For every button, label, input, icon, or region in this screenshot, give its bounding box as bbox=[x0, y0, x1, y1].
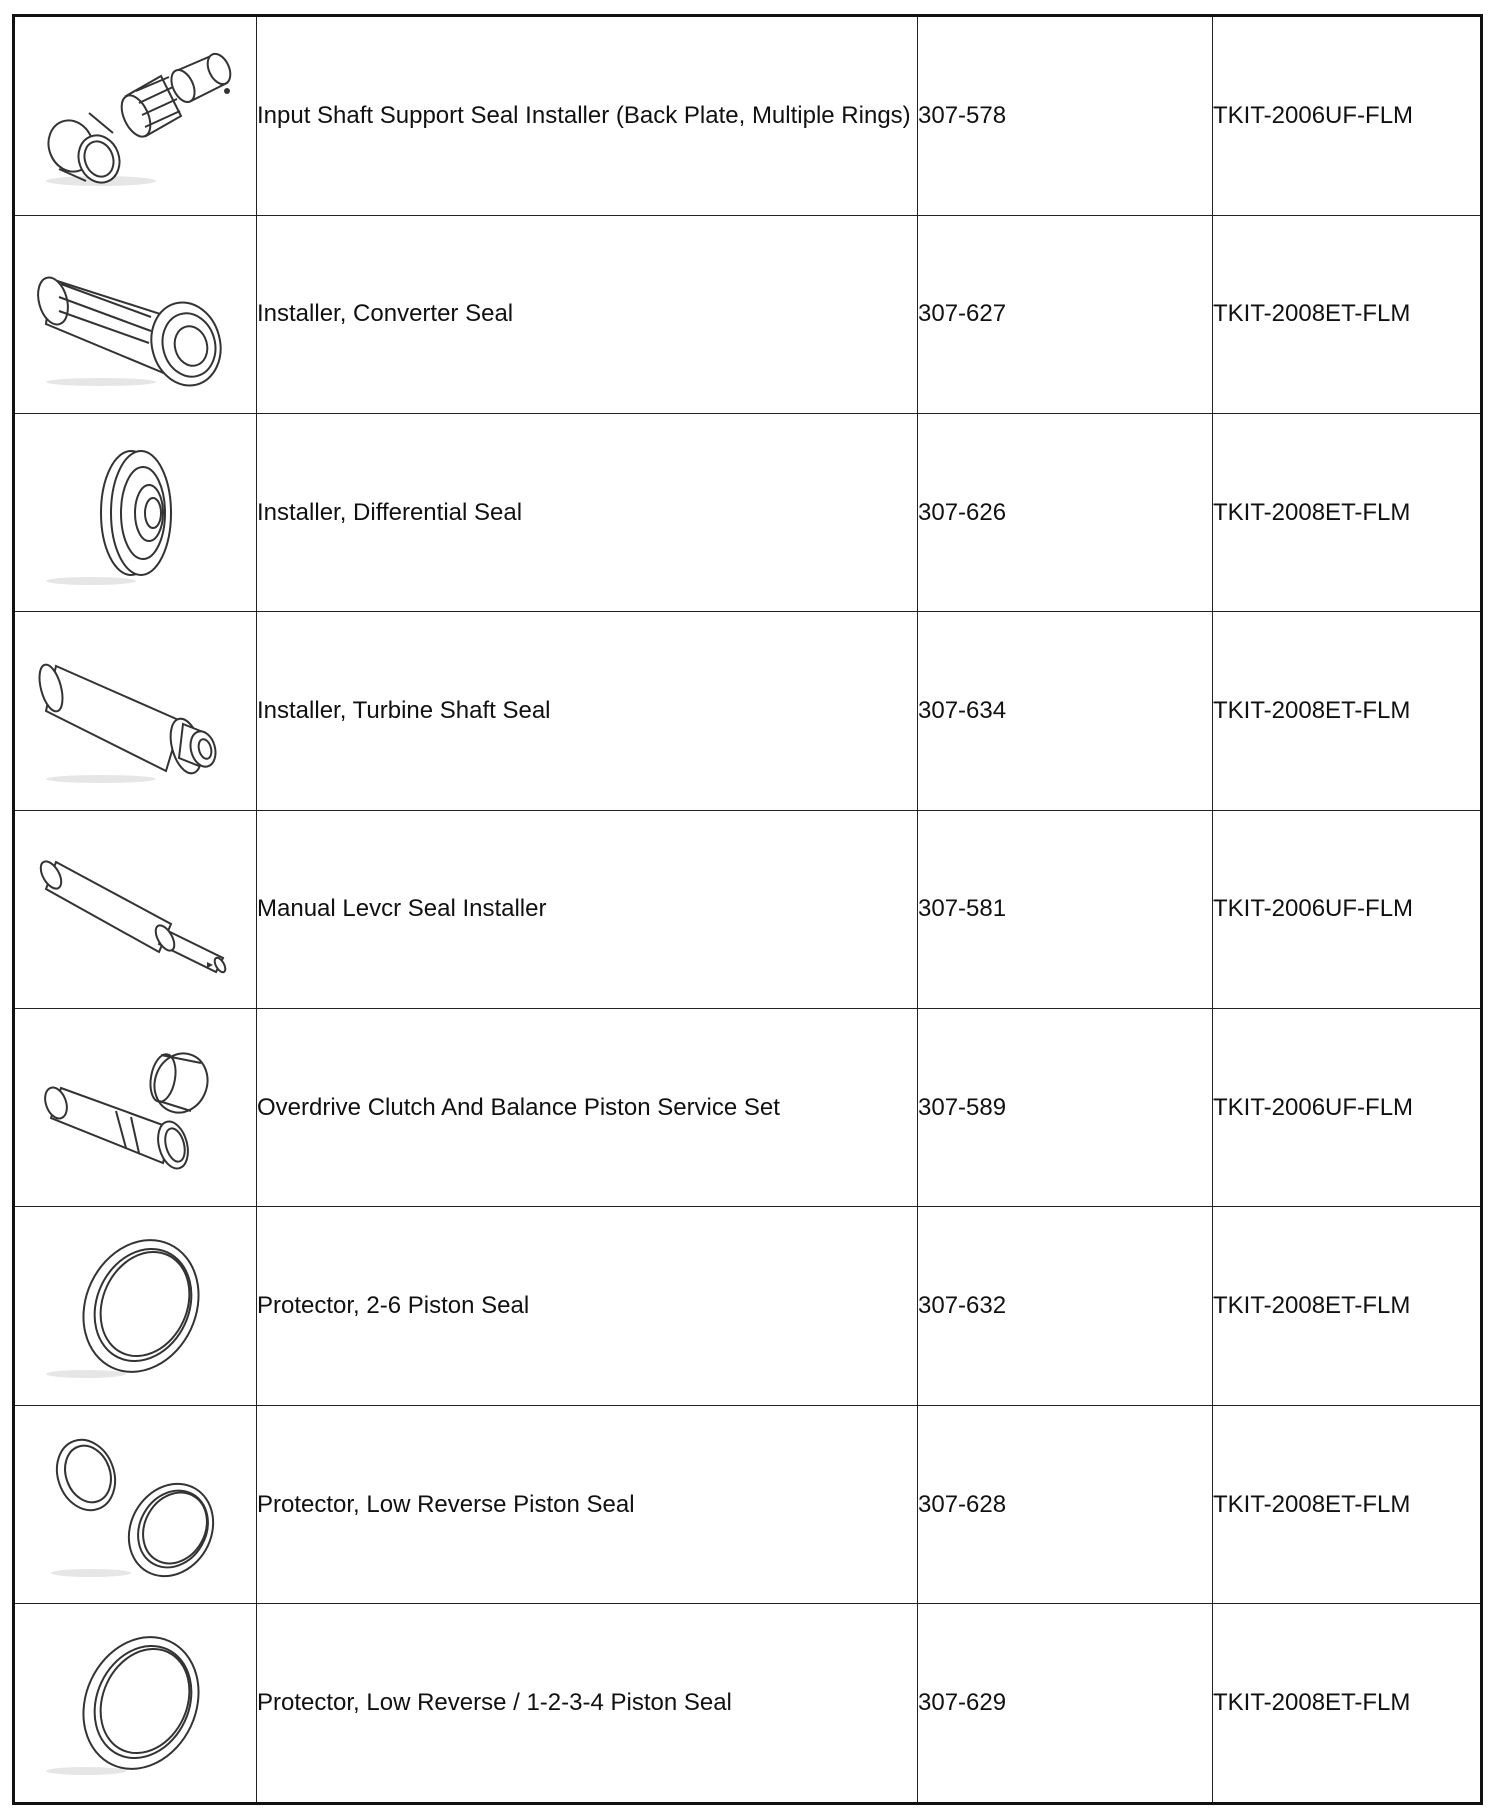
tool-image-cell bbox=[14, 1009, 257, 1207]
table-row bbox=[14, 215, 1482, 413]
table-row bbox=[14, 612, 1482, 810]
tool-description: Protector, Low Reverse Piston Seal bbox=[257, 1405, 918, 1603]
tool-description: Protector, 2-6 Piston Seal bbox=[257, 1207, 918, 1405]
double-ring-protector-icon bbox=[31, 1430, 241, 1580]
manual-lever-seal-installer-icon bbox=[31, 834, 241, 984]
tool-image-cell bbox=[14, 215, 257, 413]
tool-kit: TKIT-2008ET-FLM bbox=[1213, 1405, 1482, 1603]
tool-number: 307-628 bbox=[918, 1405, 1213, 1603]
table-row bbox=[14, 1405, 1482, 1603]
tool-description: Installer, Turbine Shaft Seal bbox=[257, 612, 918, 810]
converter-seal-installer-icon bbox=[31, 239, 241, 389]
tool-number: 307-581 bbox=[918, 810, 1213, 1008]
tool-number: 307-632 bbox=[918, 1207, 1213, 1405]
tool-description: Overdrive Clutch And Balance Piston Service Set bbox=[257, 1009, 918, 1207]
tool-kit: TKIT-2006UF-FLM bbox=[1213, 16, 1482, 216]
tool-kit: TKIT-2008ET-FLM bbox=[1213, 612, 1482, 810]
table-row bbox=[14, 16, 1482, 216]
tool-number: 307-578 bbox=[918, 16, 1213, 216]
tool-image-cell bbox=[14, 1405, 257, 1603]
tool-description: Installer, Differential Seal bbox=[257, 414, 918, 612]
tool-number: 307-626 bbox=[918, 414, 1213, 612]
table-row bbox=[14, 1207, 1482, 1405]
tool-kit: TKIT-2008ET-FLM bbox=[1213, 1604, 1482, 1804]
tool-image-cell bbox=[14, 810, 257, 1008]
table-row bbox=[14, 1009, 1482, 1207]
tool-number: 307-627 bbox=[918, 215, 1213, 413]
tool-image-cell bbox=[14, 414, 257, 612]
tool-kit: TKIT-2006UF-FLM bbox=[1213, 1009, 1482, 1207]
tool-image-cell bbox=[14, 16, 257, 216]
tool-description: Protector, Low Reverse / 1-2-3-4 Piston Seal bbox=[257, 1604, 918, 1804]
differential-seal-installer-icon bbox=[31, 438, 241, 588]
tool-description: Manual Levcr Seal Installer bbox=[257, 810, 918, 1008]
table-row bbox=[14, 1604, 1482, 1804]
piston-seal-protector-ring-icon bbox=[31, 1628, 241, 1778]
tool-description: Input Shaft Support Seal Installer (Back Plate, Multiple Rings) bbox=[257, 16, 918, 216]
turbine-shaft-seal-installer-icon bbox=[31, 636, 241, 786]
piston-seal-protector-ring-icon bbox=[31, 1231, 241, 1381]
tool-number: 307-589 bbox=[918, 1009, 1213, 1207]
tool-number: 307-634 bbox=[918, 612, 1213, 810]
tool-image-cell bbox=[14, 1604, 257, 1804]
tool-image-cell bbox=[14, 612, 257, 810]
tool-number: 307-629 bbox=[918, 1604, 1213, 1804]
table-row bbox=[14, 414, 1482, 612]
input-shaft-support-seal-installer-icon bbox=[31, 41, 241, 191]
tool-description: Installer, Converter Seal bbox=[257, 215, 918, 413]
table-row bbox=[14, 810, 1482, 1008]
tool-kit: TKIT-2008ET-FLM bbox=[1213, 414, 1482, 612]
tool-kit: TKIT-2008ET-FLM bbox=[1213, 215, 1482, 413]
tool-kit: TKIT-2006UF-FLM bbox=[1213, 810, 1482, 1008]
tool-kit: TKIT-2008ET-FLM bbox=[1213, 1207, 1482, 1405]
overdrive-clutch-service-set-icon bbox=[31, 1033, 241, 1183]
special-tools-table bbox=[12, 14, 1483, 1805]
tool-image-cell bbox=[14, 1207, 257, 1405]
